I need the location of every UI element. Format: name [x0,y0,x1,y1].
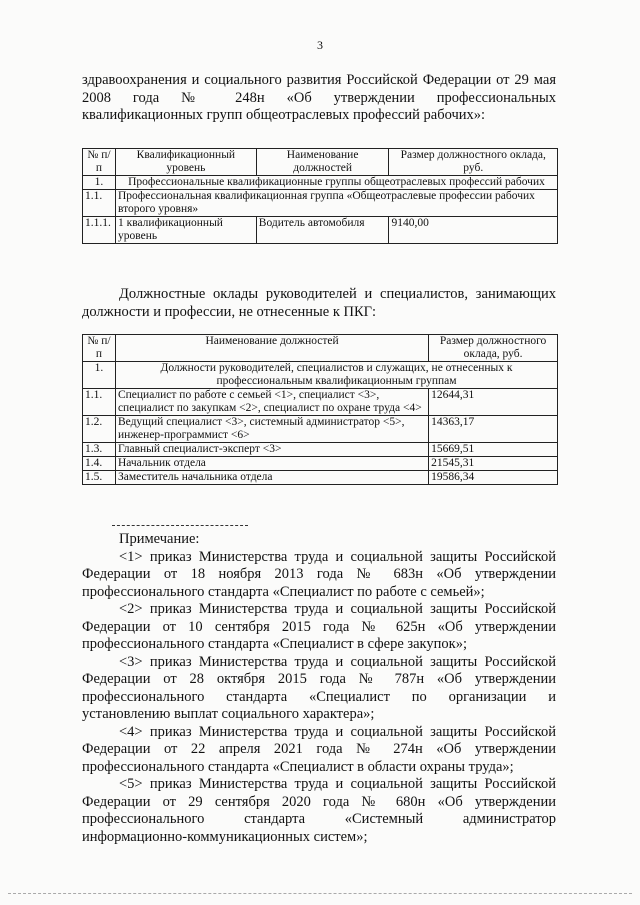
footnote-line: профессионального стандарта «Специалист по работе с семьей»; [82,583,485,600]
row-number: 1.2. [83,416,116,443]
table-row [83,471,558,485]
footnote-line: Федерации от 10 сентября 2015 года № 625н «Об утверждении [82,618,556,635]
position-name: Начальник отдела [115,457,428,471]
table-professions [82,148,558,244]
row-number: 1. [83,176,116,190]
salary-value: 14363,17 [429,416,558,443]
footnotes-title: Примечание: [119,531,200,547]
middle-paragraph [82,286,556,321]
table-header-row [83,335,558,362]
table-row [83,176,558,190]
row-number: 1.5. [83,471,116,485]
row-number: 1.1.1. [83,217,116,244]
position-name: Главный специалист-эксперт <3> [115,443,428,457]
text-line: квалификационных групп общеотраслевых профессий рабочих»: [82,107,486,123]
footnote-line: профессионального стандарта «Системный администратор [82,811,556,827]
table-row [83,416,558,443]
salary-value: 12644,31 [429,389,558,416]
row-number: 1.3. [83,443,116,457]
position-name: Ведущий специалист <3>, системный администратор <5>, инженер-программист <6> [115,416,428,443]
text-line: Должностные оклады руководителей и специалистов, занимающих [119,286,556,302]
footnote-line: Федерации от 29 сентября 2020 года № 680н «Об утверждении [82,793,556,810]
text-line: должности и профессии, не отнесенные к ПКГ: [82,303,377,320]
header-cell: Наименование должностей [256,149,389,176]
salary-value: 15669,51 [429,443,558,457]
footnote-line: информационно-коммуникационных систем»; [82,828,368,845]
header-cell: Квалификационный уровень [115,149,256,176]
footnote-divider [112,525,248,526]
position-name: Водитель автомобиля [256,217,389,244]
table-salaries [82,334,558,485]
table-header-row [83,149,558,176]
position-name: Заместитель начальника отдела [115,471,428,485]
footnote-line: профессионального стандарта «Специалист в сфере закупок»; [82,636,467,652]
row-number: 1.1. [83,389,116,416]
row-number: 1.4. [83,457,116,471]
salary-value: 21545,31 [429,457,558,471]
footnote-line: профессионального стандарта «Специалист в области охраны труда»; [82,758,514,775]
footnote-line: <2> приказ Министерства труда и социальной защиты Российской [119,601,556,617]
text-line: здравоохранения и социального развития Российской Федерации от 29 мая [82,72,556,88]
footnote-line: <4> приказ Министерства труда и социальной защиты Российской [119,723,556,740]
group-title: Профессиональные квалификационные группы общеотраслевых профессий рабочих [115,176,557,190]
intro-paragraph [82,72,556,125]
footnote-line: установлению выплат социального характера»; [82,706,375,722]
table-row [83,190,558,217]
header-cell: Размер должностного оклада, руб. [429,335,558,362]
footnote-line: <1> приказ Министерства труда и социальной защиты Российской [119,548,556,565]
footnote-line: <5> приказ Министерства труда и социальной защиты Российской [119,776,556,792]
group-title: Должности руководителей, специалистов и служащих, не отнесенных к профессиональным квалификационным группам [115,362,557,389]
footnote-line: Федерации от 18 ноября 2013 года № 683н «Об утверждении [82,566,556,582]
header-cell: № п/п [83,149,116,176]
table-row [83,362,558,389]
row-number: 1. [83,362,116,389]
footnote-line: Федерации от 28 октября 2015 года № 787н «Об утверждении [82,671,556,687]
header-cell: Размер должностного оклада, руб. [389,149,558,176]
footnote-line: <3> приказ Министерства труда и социальной защиты Российской [119,653,556,670]
group-title: Профессиональная квалификационная группа «Общеотраслевые профессии рабочих второго уровня» [115,190,557,217]
header-cell: № п/п [83,335,116,362]
table-row [83,217,558,244]
position-name: Специалист по работе с семьей <1>, специалист <3>, специалист по закупкам <2>, специалист по охране труда <4> [115,389,428,416]
table-row [83,443,558,457]
text-line: 2008 года № 248н «Об утверждении профессиональных [82,89,556,106]
footnote-line: Федерации от 22 апреля 2021 года № 274н «Об утверждении [82,741,556,757]
row-number: 1.1. [83,190,116,217]
scan-edge-line [8,893,632,894]
page-number: 3 [317,38,323,52]
table-row [83,389,558,416]
header-cell: Наименование должностей [115,335,428,362]
footnote-line: профессионального стандарта «Специалист по организации и [82,688,556,705]
table-row [83,457,558,471]
salary-value: 9140,00 [389,217,558,244]
qualification-level: 1 квалификационный уровень [115,217,256,244]
salary-value: 19586,34 [429,471,558,485]
footnotes [82,531,556,846]
